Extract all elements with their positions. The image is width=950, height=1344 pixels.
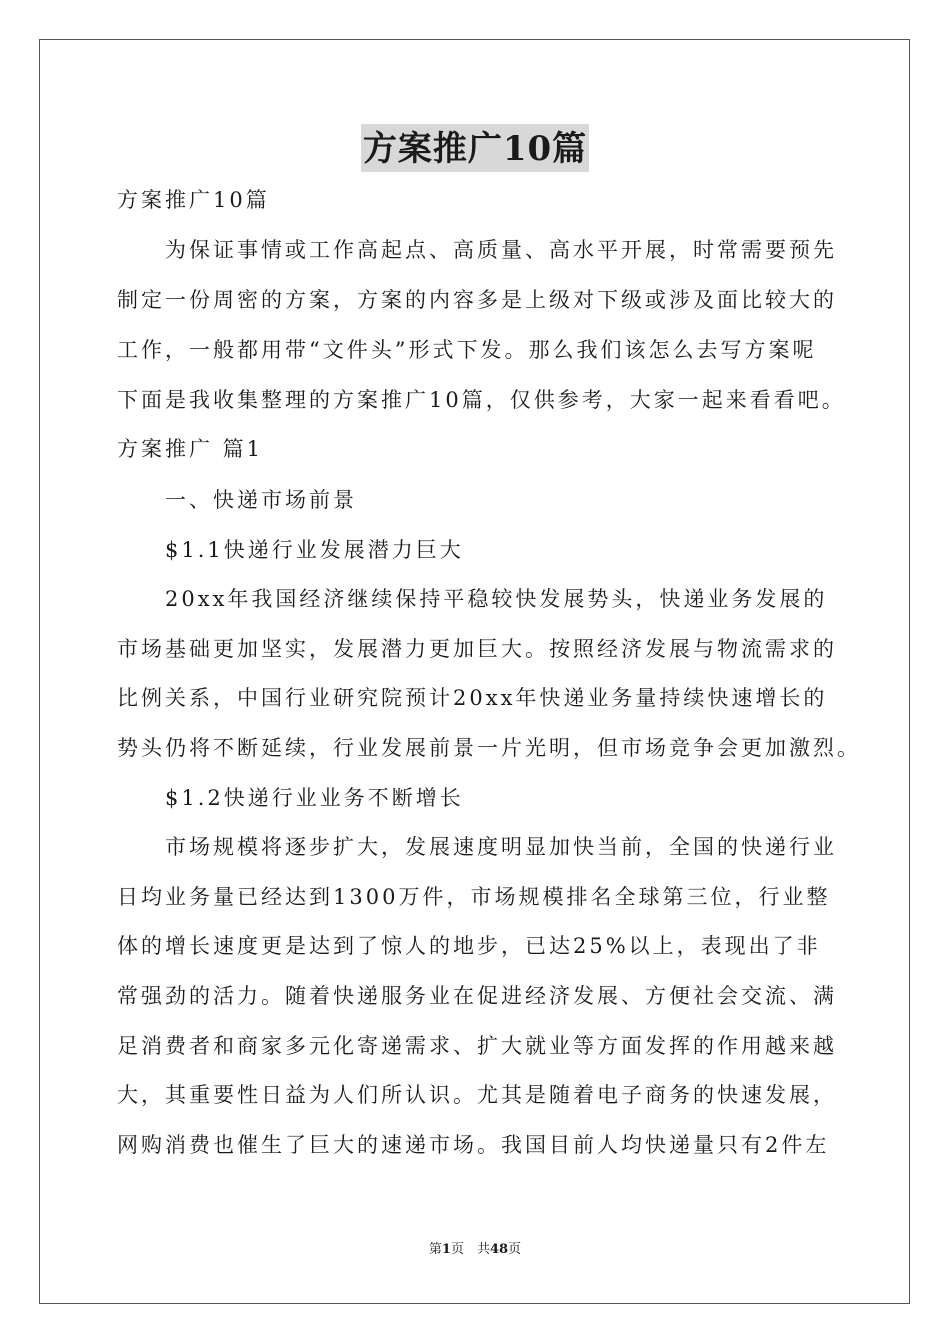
doc-line: 方案推广10篇 (117, 188, 270, 212)
doc-line: 体的增长速度更是达到了惊人的地步，已达25%以上，表现出了非 (117, 934, 821, 958)
doc-line: 网购消费也催生了巨大的速递市场。我国目前人均快递量只有2件左 (117, 1133, 830, 1157)
footer-mid: 页 共 (450, 1242, 490, 1257)
page-footer (0, 1241, 950, 1259)
doc-line: 市场规模将逐步扩大，发展速度明显加快当前，全国的快递行业 (165, 835, 837, 859)
doc-line: 足消费者和商家多元化寄递需求、扩大就业等方面发挥的作用越来越 (117, 1034, 837, 1058)
footer-suffix: 页 (508, 1242, 522, 1257)
page-border (39, 39, 910, 1304)
doc-line: 一、快递市场前景 (165, 488, 357, 512)
document-title: 方案推广10篇 (361, 124, 589, 172)
doc-line: 比例关系，中国行业研究院预计20xx年快递业务量持续快速增长的 (117, 686, 828, 710)
doc-line: 方案推广 篇1 (117, 437, 264, 461)
doc-line: 市场基础更加坚实，发展潜力更加巨大。按照经济发展与物流需求的 (117, 637, 837, 661)
doc-line: 势头仍将不断延续，行业发展前景一片光明，但市场竞争会更加激烈。 (117, 736, 861, 760)
footer-total-pages: 48 (489, 1242, 509, 1257)
doc-line: 制定一份周密的方案，方案的内容多是上级对下级或涉及面比较大的 (117, 288, 837, 312)
title-container (0, 124, 950, 172)
doc-line: 下面是我收集整理的方案推广10篇，仅供参考，大家一起来看看吧。 (117, 388, 846, 412)
footer-page-number: 1 (441, 1242, 451, 1257)
doc-line: 工作，一般都用带“文件头”形式下发。那么我们该怎么去写方案呢 (117, 338, 817, 362)
doc-line: $1.1快递行业发展潜力巨大 (165, 538, 464, 562)
doc-line: 为保证事情或工作高起点、高质量、高水平开展，时常需要预先 (165, 238, 837, 262)
doc-line: 常强劲的活力。随着快递服务业在促进经济发展、方便社会交流、满 (117, 984, 837, 1008)
doc-line: 日均业务量已经达到1300万件，市场规模排名全球第三位，行业整 (117, 885, 831, 909)
footer-prefix: 第 (428, 1242, 442, 1257)
doc-line: $1.2快递行业业务不断增长 (165, 786, 464, 810)
doc-line: 大，其重要性日益为人们所认识。尤其是随着电子商务的快速发展， (117, 1083, 837, 1107)
doc-line: 20xx年我国经济继续保持平稳较快发展势头，快递业务发展的 (165, 587, 828, 611)
